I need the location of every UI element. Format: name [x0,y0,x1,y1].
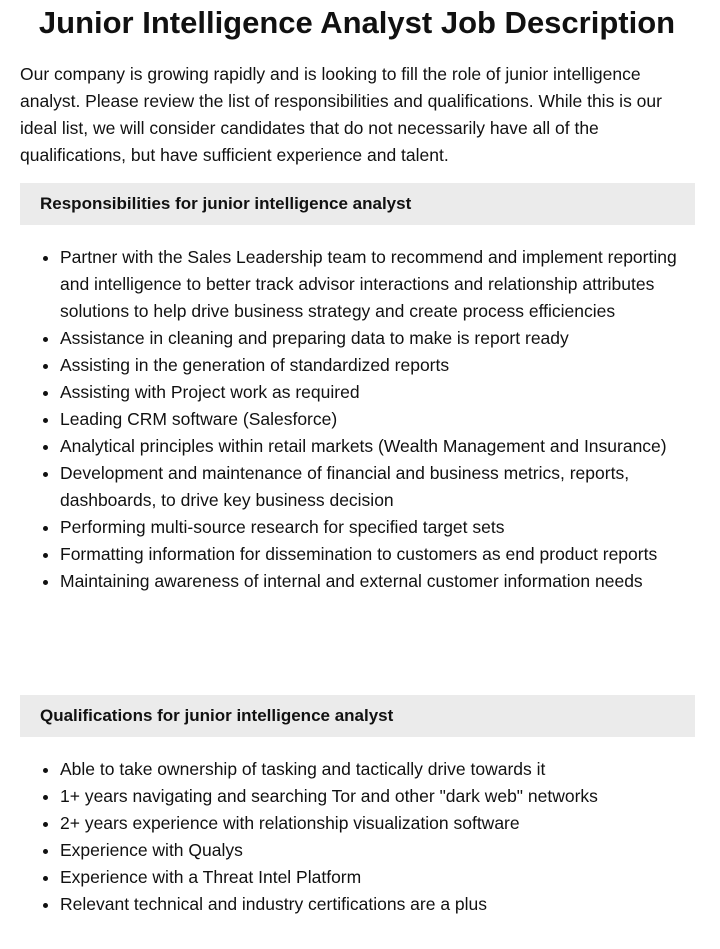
list-item: • Assisting in the generation of standardized reports [60,352,700,379]
list-item: • Assisting with Project work as required [60,379,700,406]
list-item: • Performing multi-source research for specified target sets [60,514,700,541]
intro-paragraph: Our company is growing rapidly and is looking to fill the role of junior intelligence analyst. Please review the list of responsibilities and qualifications. While this is our ideal list, we will consider candidates that do not necessarily have all of the qualifications, but have sufficient experience and talent. [20,64,662,165]
list-item: • Leading CRM software (Salesforce) [60,406,700,433]
list-item: • Partner with the Sales Leadership team to recommend and implement reporting and intelligence to better track advisor interactions and relationship attributes solutions to help drive business strategy and create process efficiencies [60,244,700,325]
list-item: • Maintaining awareness of internal and external customer information needs [60,568,700,595]
list-item: • 2+ years experience with relationship visualization software [60,810,700,837]
list-item: • 1+ years navigating and searching Tor and other "dark web" networks [60,783,700,810]
list-item: • Experience with a Threat Intel Platform [60,864,700,891]
qualifications-list [20,756,700,918]
page-title: Junior Intelligence Analyst Job Description [38,5,676,40]
list-item: • Assistance in cleaning and preparing data to make is report ready [60,325,700,352]
responsibilities-heading: Responsibilities for junior intelligence analyst [20,183,695,225]
responsibilities-list [20,244,700,595]
list-item: • Development and maintenance of financial and business metrics, reports, dashboards, to drive key business decision [60,460,700,514]
list-item: • Formatting information for dissemination to customers as end product reports [60,541,700,568]
list-item: • Relevant technical and industry certifications are a plus [60,891,700,918]
qualifications-heading: Qualifications for junior intelligence analyst [20,695,695,737]
list-item: • Able to take ownership of tasking and tactically drive towards it [60,756,700,783]
list-item: • Analytical principles within retail markets (Wealth Management and Insurance) [60,433,700,460]
list-item: • Experience with Qualys [60,837,700,864]
